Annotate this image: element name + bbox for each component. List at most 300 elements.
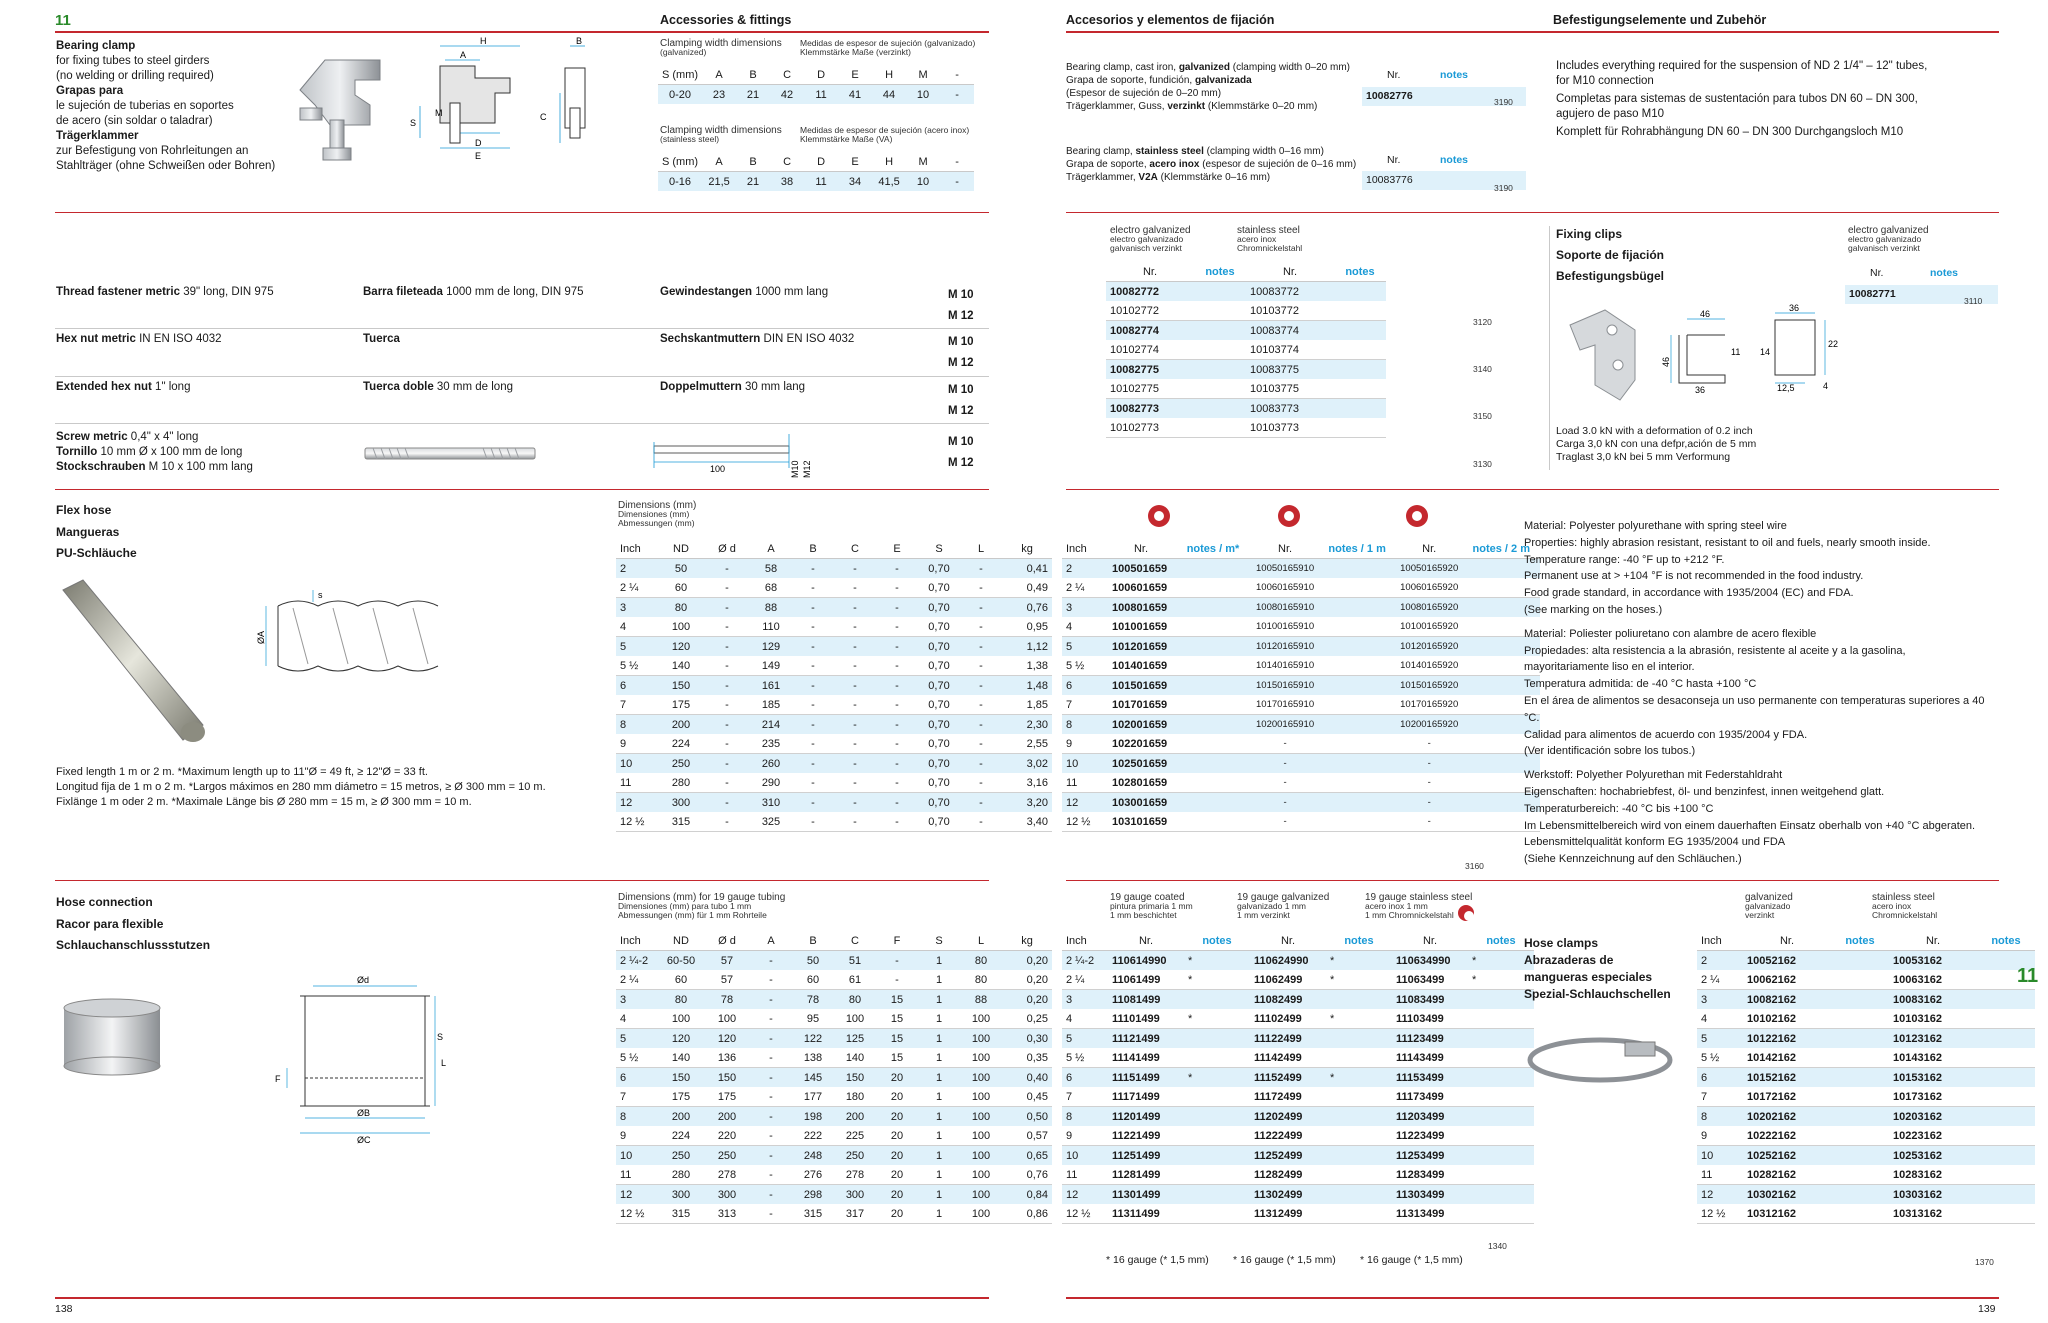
table-cell: 10082775 bbox=[1106, 360, 1194, 380]
notes-cell[interactable] bbox=[1184, 1029, 1250, 1049]
galv-ref: 3190 bbox=[1494, 97, 1513, 107]
table-header-cell: S (mm) bbox=[658, 66, 702, 85]
table-row bbox=[1697, 1185, 2035, 1205]
table-cell: - bbox=[834, 578, 876, 598]
table-cell: - bbox=[704, 773, 750, 793]
table-cell: 5 bbox=[1697, 1029, 1743, 1049]
notes-cell[interactable] bbox=[1174, 812, 1252, 832]
thread-row-en: Thread fastener metric 39" long, DIN 975 bbox=[56, 286, 274, 298]
table-cell: 80 bbox=[834, 990, 876, 1010]
table-cell: 10150165910 bbox=[1252, 676, 1318, 696]
notes-cell[interactable] bbox=[1318, 793, 1396, 813]
table-header-cell: A bbox=[702, 153, 736, 172]
table-cell: 300 bbox=[834, 1185, 876, 1205]
table-cell: 100601659 bbox=[1108, 578, 1174, 598]
material-line: Werkstoff: Polyether Polyurethan mit Federstahldraht bbox=[1524, 769, 1783, 782]
thread-order-table bbox=[1106, 263, 1386, 438]
table-cell: 11251499 bbox=[1108, 1146, 1184, 1166]
conn-footnote-2: * 16 gauge (* 1,5 mm) bbox=[1233, 1254, 1336, 1266]
table-cell: 5 ½ bbox=[1062, 1048, 1108, 1068]
notes-cell[interactable] bbox=[1326, 1029, 1392, 1049]
table-row bbox=[1062, 1107, 1534, 1127]
table-cell: 51 bbox=[834, 951, 876, 971]
notes-cell[interactable] bbox=[1174, 578, 1252, 598]
table-row bbox=[616, 812, 1052, 832]
table-cell: 0,40 bbox=[1002, 1068, 1052, 1088]
flex-hose-image bbox=[58, 580, 208, 745]
table-cell: 10170165920 bbox=[1396, 695, 1462, 715]
table-header-cell: H bbox=[872, 153, 906, 172]
table-cell: 10252162 bbox=[1743, 1146, 1831, 1166]
table-cell: 8 bbox=[1697, 1107, 1743, 1127]
table-cell: 0,70 bbox=[918, 559, 960, 579]
notes-cell[interactable] bbox=[1184, 1165, 1250, 1185]
notes-cell[interactable] bbox=[1318, 773, 1396, 793]
table-cell: 10303162 bbox=[1889, 1185, 1977, 1205]
table-cell: 60 bbox=[658, 970, 704, 990]
notes-cell[interactable] bbox=[1831, 1185, 1889, 1205]
material-line: Permanent use at > +104 °F is not recommended in the food industry. bbox=[1524, 570, 1864, 583]
table-header-cell: E bbox=[838, 153, 872, 172]
table-cell: 20 bbox=[876, 1107, 918, 1127]
table-cell: 10153162 bbox=[1889, 1068, 1977, 1088]
table-cell: - bbox=[1396, 812, 1462, 832]
table-row bbox=[1062, 1068, 1534, 1088]
table-row bbox=[1062, 1185, 1534, 1205]
table-cell: 9 bbox=[1062, 1126, 1108, 1146]
notes-cell[interactable] bbox=[1831, 990, 1889, 1010]
notes-cell[interactable] bbox=[1318, 617, 1396, 637]
notes-cell[interactable] bbox=[1468, 1204, 1534, 1224]
table-cell: - bbox=[750, 1126, 792, 1146]
table-cell: 1 bbox=[918, 1048, 960, 1068]
clips-ref: 3110 bbox=[1964, 296, 1983, 306]
table-cell: 10082772 bbox=[1106, 282, 1194, 302]
table-cell: - bbox=[960, 793, 1002, 813]
conn-order-table bbox=[1062, 932, 1534, 1224]
notes-cell[interactable] bbox=[1334, 340, 1386, 360]
notes-cell[interactable] bbox=[1326, 1165, 1392, 1185]
table-cell: 1,38 bbox=[1002, 656, 1052, 676]
notes-cell[interactable] bbox=[1174, 773, 1252, 793]
clip-dim-6: 14 bbox=[1760, 347, 1771, 357]
table-row bbox=[1062, 951, 1534, 971]
notes-cell[interactable] bbox=[1977, 1204, 2035, 1224]
notes-cell[interactable] bbox=[1326, 1126, 1392, 1146]
notes-cell[interactable] bbox=[1184, 1146, 1250, 1166]
table-row bbox=[1697, 990, 2035, 1010]
table-row bbox=[1062, 559, 1540, 579]
table-cell: 2 ¼-2 bbox=[616, 951, 658, 971]
notes-cell[interactable] bbox=[1468, 1107, 1534, 1127]
table-cell: 315 bbox=[658, 812, 704, 832]
notes-cell[interactable] bbox=[1831, 1029, 1889, 1049]
table-cell: 57 bbox=[704, 970, 750, 990]
notes-cell[interactable] bbox=[1174, 559, 1252, 579]
notes-cell[interactable] bbox=[1184, 1087, 1250, 1107]
table-cell: 1 bbox=[918, 1009, 960, 1029]
material-line: (Ver identificación sobre los tubos.) bbox=[1524, 745, 1696, 758]
table-cell: 11202499 bbox=[1250, 1107, 1326, 1127]
notes-cell[interactable] bbox=[1977, 1165, 2035, 1185]
conn-dim-b: ØB bbox=[357, 1108, 371, 1118]
table-row bbox=[1697, 1048, 2035, 1068]
table-cell: 10102774 bbox=[1106, 340, 1194, 360]
table-cell: 102801659 bbox=[1108, 773, 1174, 793]
table-cell: - bbox=[960, 734, 1002, 754]
table-header-cell: notes / m* bbox=[1174, 540, 1252, 559]
table-cell: - bbox=[792, 754, 834, 774]
notes-cell[interactable] bbox=[1326, 1107, 1392, 1127]
table-cell: 10312162 bbox=[1743, 1204, 1831, 1224]
table-cell: - bbox=[704, 734, 750, 754]
notes-cell[interactable] bbox=[1831, 1204, 1889, 1224]
screw-dim-m10: M10 bbox=[790, 460, 800, 478]
notes-cell[interactable] bbox=[1184, 1126, 1250, 1146]
notes-cell[interactable] bbox=[1326, 1204, 1392, 1224]
notes-cell[interactable]: * bbox=[1184, 1009, 1250, 1029]
table-cell: 11123499 bbox=[1392, 1029, 1468, 1049]
table-cell: - bbox=[704, 695, 750, 715]
table-cell: 21 bbox=[736, 85, 770, 105]
table-cell: 10100165910 bbox=[1252, 617, 1318, 637]
table-cell: 278 bbox=[704, 1165, 750, 1185]
table-cell: - bbox=[750, 990, 792, 1010]
notes-cell[interactable] bbox=[1831, 1165, 1889, 1185]
table-cell: 11062499 bbox=[1250, 970, 1326, 990]
notes-cell[interactable] bbox=[1184, 1204, 1250, 1224]
table-cell: 10 bbox=[906, 172, 940, 192]
notes-cell[interactable] bbox=[1184, 1185, 1250, 1205]
notes-cell[interactable] bbox=[1194, 321, 1246, 341]
notes-cell[interactable] bbox=[1326, 1185, 1392, 1205]
dim-h-label: H bbox=[480, 36, 487, 46]
table-cell: 100 bbox=[960, 1009, 1002, 1029]
notes-cell[interactable] bbox=[1468, 1146, 1534, 1166]
thr-head-ss: stainless steel acero inox Chromnickelstahl bbox=[1237, 225, 1303, 253]
table-cell: - bbox=[834, 559, 876, 579]
table-cell: 100801659 bbox=[1108, 598, 1174, 618]
notes-cell[interactable] bbox=[1468, 1126, 1534, 1146]
table-header-cell: Nr. bbox=[1889, 932, 1977, 951]
table-cell: 10200165910 bbox=[1252, 715, 1318, 735]
table-cell: 200 bbox=[834, 1107, 876, 1127]
notes-cell[interactable] bbox=[1334, 301, 1386, 321]
notes-cell[interactable] bbox=[1468, 1009, 1534, 1029]
notes-cell[interactable] bbox=[1318, 754, 1396, 774]
table-cell: 2,55 bbox=[1002, 734, 1052, 754]
notes-cell[interactable] bbox=[1334, 282, 1386, 302]
notes-cell[interactable] bbox=[1194, 282, 1246, 302]
table-cell: 1,48 bbox=[1002, 676, 1052, 696]
table-cell: 0,49 bbox=[1002, 578, 1052, 598]
table-cell: 5 ½ bbox=[616, 1048, 658, 1068]
notes-cell[interactable] bbox=[1184, 1107, 1250, 1127]
table-cell: 0,70 bbox=[918, 812, 960, 832]
notes-cell[interactable] bbox=[1831, 1107, 1889, 1127]
table-cell: - bbox=[876, 970, 918, 990]
notes-cell[interactable]: * bbox=[1468, 970, 1534, 990]
table-cell: 10083772 bbox=[1246, 282, 1334, 302]
table-cell: 15 bbox=[876, 1048, 918, 1068]
table-cell: - bbox=[1396, 773, 1462, 793]
clips-notes-cell[interactable] bbox=[1923, 285, 1998, 304]
notes-cell[interactable]: * bbox=[1326, 970, 1392, 990]
table-cell: - bbox=[750, 1087, 792, 1107]
table-row bbox=[1106, 301, 1386, 321]
table-cell: 0,70 bbox=[918, 715, 960, 735]
clip-dim-3: 11 bbox=[1731, 347, 1741, 357]
notes-cell[interactable] bbox=[1318, 676, 1396, 696]
table-cell: 248 bbox=[792, 1146, 834, 1166]
clips-head: electro galvanized electro galvanizado galvanisch verzinkt bbox=[1848, 225, 1929, 253]
notes-cell[interactable] bbox=[1194, 418, 1246, 438]
table-cell: 95 bbox=[792, 1009, 834, 1029]
table-row bbox=[1062, 656, 1540, 676]
notes-cell[interactable] bbox=[1174, 676, 1252, 696]
notes-cell[interactable] bbox=[1977, 1146, 2035, 1166]
table-cell: 7 bbox=[616, 695, 658, 715]
notes-cell[interactable] bbox=[1334, 379, 1386, 399]
hose-clamp-image bbox=[1525, 1030, 1675, 1090]
notes-cell[interactable] bbox=[1831, 970, 1889, 990]
notes-cell[interactable] bbox=[1468, 1185, 1534, 1205]
notes-cell[interactable] bbox=[1174, 715, 1252, 735]
table-cell: 60 bbox=[658, 578, 704, 598]
table-cell: - bbox=[834, 715, 876, 735]
notes-cell[interactable] bbox=[1831, 1146, 1889, 1166]
table-cell: 310 bbox=[750, 793, 792, 813]
table-cell: - bbox=[750, 1185, 792, 1205]
notes-cell[interactable] bbox=[1977, 1029, 2035, 1049]
notes-cell[interactable] bbox=[1977, 1048, 2035, 1068]
notes-cell[interactable]: * bbox=[1184, 1068, 1250, 1088]
notes-cell[interactable] bbox=[1831, 951, 1889, 971]
table-cell: 1 bbox=[918, 951, 960, 971]
notes-cell[interactable] bbox=[1318, 578, 1396, 598]
notes-cell[interactable] bbox=[1831, 1048, 1889, 1068]
table-cell: - bbox=[960, 656, 1002, 676]
table-row bbox=[616, 617, 1052, 637]
notes-cell[interactable] bbox=[1831, 1068, 1889, 1088]
notes-cell[interactable] bbox=[1194, 379, 1246, 399]
notes-cell[interactable] bbox=[1194, 360, 1246, 380]
table-cell: 11143499 bbox=[1392, 1048, 1468, 1068]
notes-cell[interactable] bbox=[1318, 715, 1396, 735]
table-header-cell: Inch bbox=[1697, 932, 1743, 951]
table-cell: 8 bbox=[616, 715, 658, 735]
notes-cell[interactable] bbox=[1194, 301, 1246, 321]
conn-dims-table bbox=[616, 932, 1052, 1224]
notes-cell[interactable] bbox=[1977, 1068, 2035, 1088]
notes-cell[interactable]: * bbox=[1184, 951, 1250, 971]
notes-cell[interactable] bbox=[1318, 812, 1396, 832]
table-cell: 2 ¼ bbox=[616, 578, 658, 598]
notes-cell[interactable] bbox=[1194, 340, 1246, 360]
table-cell: 100 bbox=[960, 1029, 1002, 1049]
table-cell: 100501659 bbox=[1108, 559, 1174, 579]
table-row bbox=[616, 676, 1052, 696]
table-row bbox=[1062, 970, 1534, 990]
table-row bbox=[616, 578, 1052, 598]
notes-cell[interactable] bbox=[1326, 1146, 1392, 1166]
table-header-cell: kg bbox=[1002, 932, 1052, 951]
notes-cell[interactable] bbox=[1174, 637, 1252, 657]
table-cell: 100 bbox=[960, 1107, 1002, 1127]
table-row bbox=[1106, 282, 1386, 302]
table-cell: - bbox=[1252, 734, 1318, 754]
notes-cell[interactable] bbox=[1194, 399, 1246, 419]
screw-dim-100: 100 bbox=[710, 464, 726, 474]
notes-cell[interactable] bbox=[1174, 617, 1252, 637]
food-grade-icon-3 bbox=[1406, 505, 1428, 527]
notes-cell[interactable] bbox=[1174, 734, 1252, 754]
table-cell: 15 bbox=[876, 990, 918, 1010]
table-cell: 15 bbox=[876, 1029, 918, 1049]
table-cell: 57 bbox=[704, 951, 750, 971]
table-cell: 6 bbox=[1062, 1068, 1108, 1088]
table-cell: 125 bbox=[834, 1029, 876, 1049]
table-cell: 11223499 bbox=[1392, 1126, 1468, 1146]
table-cell: 4 bbox=[1062, 1009, 1108, 1029]
table-cell: 10060165910 bbox=[1252, 578, 1318, 598]
ss-notes-cell[interactable] bbox=[1444, 171, 1526, 190]
table-cell: 250 bbox=[834, 1146, 876, 1166]
t2-caption-es: Medidas de espesor de sujeción (acero inox) Klemmstärke Maße (VA) bbox=[800, 125, 970, 144]
table-cell: 101701659 bbox=[1108, 695, 1174, 715]
table-cell: 41 bbox=[838, 85, 872, 105]
notes-cell[interactable] bbox=[1831, 1087, 1889, 1107]
table-cell: 11222499 bbox=[1250, 1126, 1326, 1146]
hose-dim-a: ØA bbox=[256, 630, 266, 644]
table-cell: 11252499 bbox=[1250, 1146, 1326, 1166]
notes-cell[interactable] bbox=[1334, 399, 1386, 419]
notes-cell[interactable] bbox=[1174, 754, 1252, 774]
table-cell: 11282499 bbox=[1250, 1165, 1326, 1185]
table-cell: 136 bbox=[704, 1048, 750, 1068]
notes-cell[interactable] bbox=[1318, 656, 1396, 676]
table-cell: 150 bbox=[658, 676, 704, 696]
notes-cell[interactable] bbox=[1318, 637, 1396, 657]
notes-cell[interactable] bbox=[1977, 1107, 2035, 1127]
table-header-cell: notes / 2 m bbox=[1462, 540, 1540, 559]
galv-notes-cell[interactable] bbox=[1444, 87, 1526, 106]
notes-cell[interactable] bbox=[1831, 1126, 1889, 1146]
table-cell: 120 bbox=[658, 637, 704, 657]
dim-m-label: M bbox=[435, 108, 443, 118]
notes-cell[interactable]: * bbox=[1326, 951, 1392, 971]
thread-row-es: Barra fileteada 1000 mm de long, DIN 975 bbox=[363, 286, 584, 298]
notes-cell[interactable]: * bbox=[1326, 1009, 1392, 1029]
table-row bbox=[616, 1185, 1052, 1205]
dim-d-label: D bbox=[475, 138, 482, 148]
table-cell: 0-20 bbox=[658, 85, 702, 105]
table-header-cell: kg bbox=[1002, 540, 1052, 559]
notes-cell[interactable] bbox=[1174, 598, 1252, 618]
notes-cell[interactable] bbox=[1977, 1185, 2035, 1205]
notes-cell[interactable] bbox=[1977, 1087, 2035, 1107]
table-cell: 140 bbox=[658, 656, 704, 676]
table-cell: 0,70 bbox=[918, 754, 960, 774]
table-cell: - bbox=[876, 715, 918, 735]
notes-cell[interactable] bbox=[1468, 1165, 1534, 1185]
rule-2-right bbox=[1066, 489, 1999, 490]
hose-connection-drawing bbox=[275, 968, 455, 1148]
notes-cell[interactable] bbox=[1318, 734, 1396, 754]
table-cell: - bbox=[940, 172, 974, 192]
notes-cell[interactable]: * bbox=[1184, 970, 1250, 990]
notes-cell[interactable] bbox=[1977, 1009, 2035, 1029]
table-cell: 0,76 bbox=[1002, 598, 1052, 618]
notes-cell[interactable] bbox=[1334, 321, 1386, 341]
table-cell: 7 bbox=[1062, 695, 1108, 715]
table-cell: 10102775 bbox=[1106, 379, 1194, 399]
notes-cell[interactable] bbox=[1174, 793, 1252, 813]
thread-row-es: Tuerca bbox=[363, 333, 400, 345]
table-cell: - bbox=[960, 559, 1002, 579]
notes-cell[interactable] bbox=[1334, 360, 1386, 380]
table-cell: 0,95 bbox=[1002, 617, 1052, 637]
notes-cell[interactable] bbox=[1977, 1126, 2035, 1146]
table-cell: - bbox=[960, 773, 1002, 793]
notes-cell[interactable]: * bbox=[1326, 1068, 1392, 1088]
material-line: Food grade standard, in accordance with 1935/2004 (EC) and FDA. bbox=[1524, 587, 1854, 600]
notes-cell[interactable] bbox=[1831, 1009, 1889, 1029]
table-cell: 11151499 bbox=[1108, 1068, 1184, 1088]
dim-c-label: C bbox=[540, 112, 547, 122]
table-row bbox=[1106, 321, 1386, 341]
notes-cell[interactable] bbox=[1326, 1048, 1392, 1068]
table-cell: 5 bbox=[616, 637, 658, 657]
table-cell: - bbox=[834, 773, 876, 793]
table-cell: 11063499 bbox=[1392, 970, 1468, 990]
thr-ref-3: 3150 bbox=[1473, 411, 1492, 421]
notes-cell[interactable] bbox=[1318, 598, 1396, 618]
table-cell: 100 bbox=[704, 1009, 750, 1029]
notes-cell[interactable] bbox=[1174, 656, 1252, 676]
table-cell: 110614990 bbox=[1108, 951, 1184, 971]
table-row bbox=[1697, 951, 2035, 971]
notes-cell[interactable] bbox=[1184, 990, 1250, 1010]
notes-cell[interactable] bbox=[1318, 695, 1396, 715]
table-cell: - bbox=[750, 1107, 792, 1127]
dim-s-label: S bbox=[410, 118, 417, 128]
notes-cell[interactable]: * bbox=[1468, 951, 1534, 971]
table-header-cell: Nr. bbox=[1106, 263, 1194, 282]
table-cell: 11 bbox=[1062, 773, 1108, 793]
notes-cell[interactable] bbox=[1326, 1087, 1392, 1107]
table-header-cell: Nr. bbox=[1396, 540, 1462, 559]
table-header-cell: Ø d bbox=[704, 540, 750, 559]
table-cell: - bbox=[792, 676, 834, 696]
notes-cell[interactable] bbox=[1977, 990, 2035, 1010]
table-cell: 10122162 bbox=[1743, 1029, 1831, 1049]
table-cell: 4 bbox=[1697, 1009, 1743, 1029]
notes-cell[interactable] bbox=[1174, 695, 1252, 715]
notes-cell[interactable] bbox=[1334, 418, 1386, 438]
thread-m-sizes: M 10 M 12 bbox=[948, 336, 974, 369]
material-line: Temperaturbereich: -40 °C bis +100 °C bbox=[1524, 802, 1714, 815]
table-cell: 10173162 bbox=[1889, 1087, 1977, 1107]
table-cell: 9 bbox=[616, 1126, 658, 1146]
galv-notes-label: notes bbox=[1440, 69, 1469, 81]
notes-cell[interactable] bbox=[1318, 559, 1396, 579]
notes-cell[interactable] bbox=[1184, 1048, 1250, 1068]
notes-cell[interactable] bbox=[1326, 990, 1392, 1010]
table-cell: 11313499 bbox=[1392, 1204, 1468, 1224]
table-cell: 10200165920 bbox=[1396, 715, 1462, 735]
table-header-cell: A bbox=[750, 932, 792, 951]
